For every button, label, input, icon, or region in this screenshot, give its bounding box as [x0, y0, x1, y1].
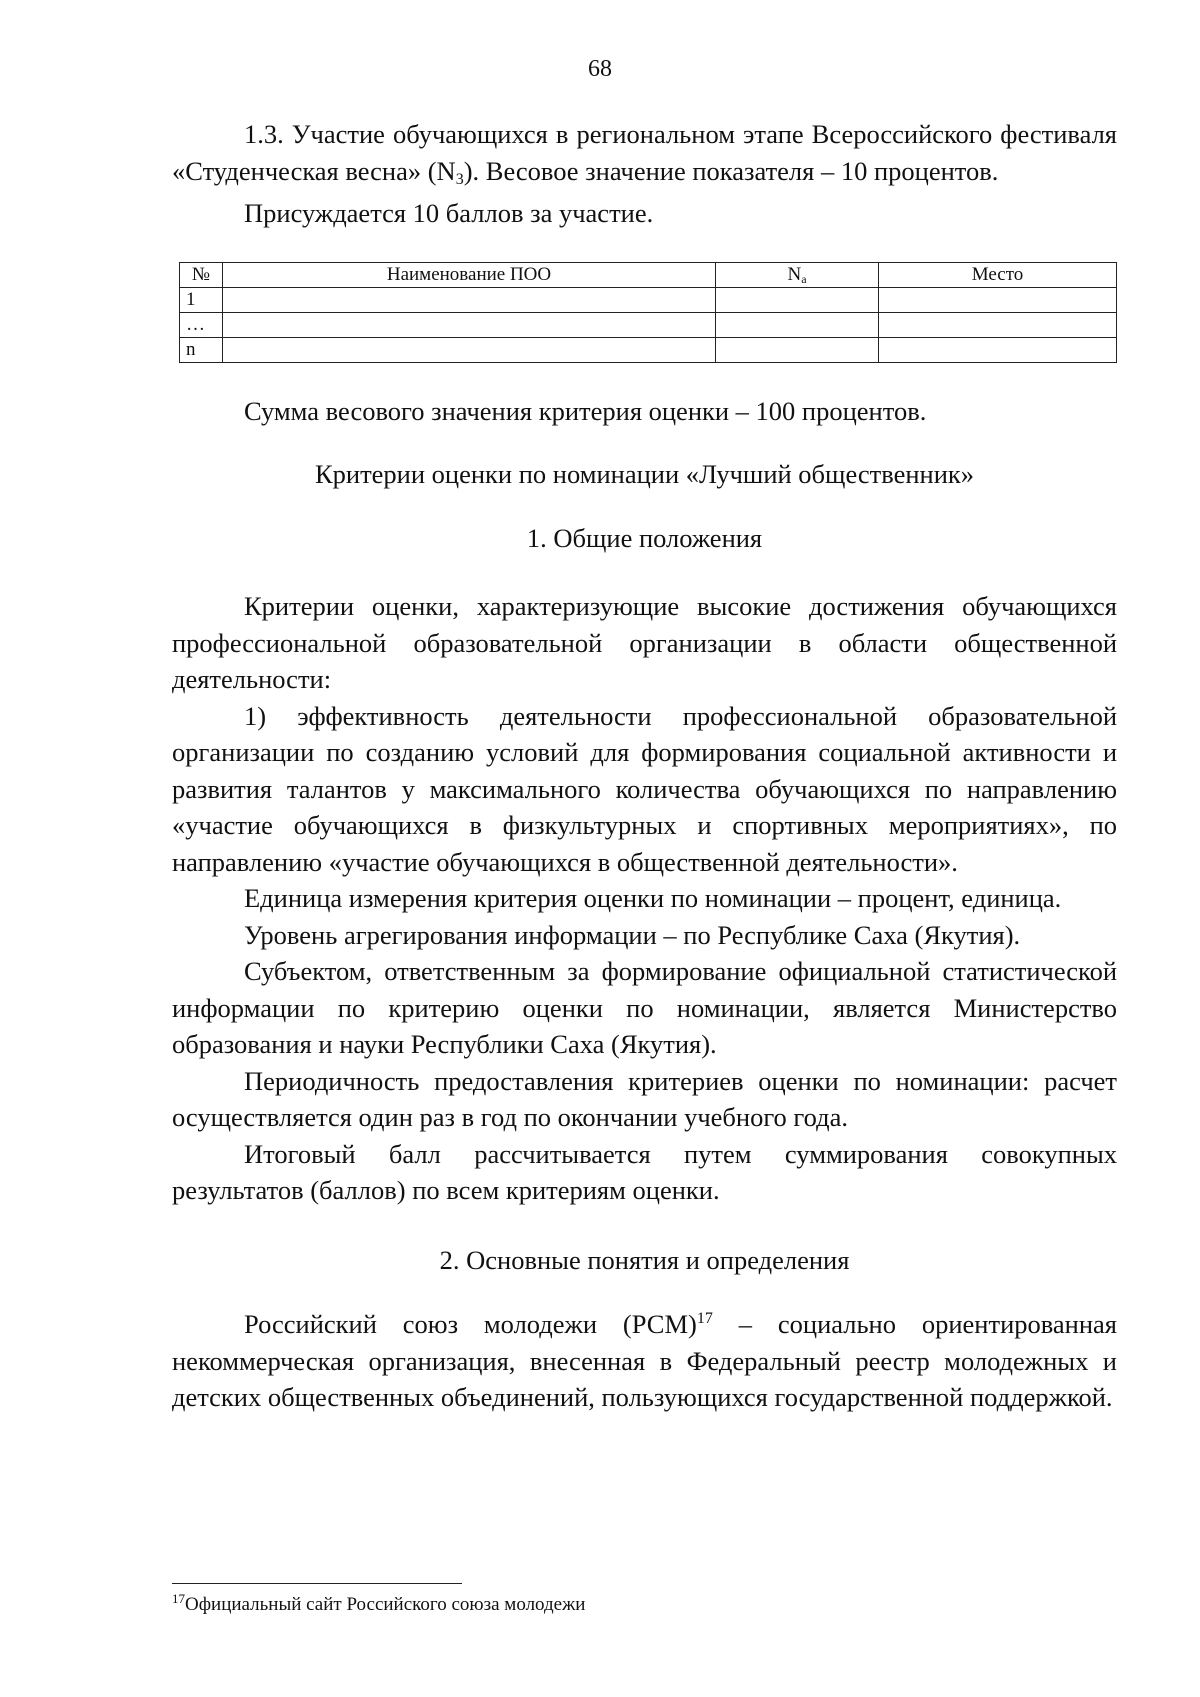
results-table — [179, 262, 1117, 363]
row-na-cell — [716, 312, 879, 337]
footnote-ref[interactable]: 17 — [696, 1310, 713, 1327]
document-body — [172, 116, 1117, 1416]
sum-paragraph: Сумма весового значения критерия оценки – 100 процентов. — [244, 395, 927, 426]
header-place: Место — [879, 262, 1117, 287]
header-name: Наименование ПОО — [223, 262, 716, 287]
section-1-paragraph: 1) эффективность деятельности профессиональной образовательной организации по созданию условий для формирования социальной активности и развития талантов у максимального количества обучающихся по направлению «участие обучающихся в физкультурных и спортивных мероприятиях», по направлению «участие обучающихся в общественной деятельности». — [172, 700, 1117, 877]
table-row — [180, 287, 1117, 312]
section-1-paragraph: Критерии оценки, характеризующие высокие достижения обучающихся профессиональной образовательной организации в области общественной деятельности: — [172, 591, 1117, 694]
row-num: … — [180, 312, 223, 337]
table-row — [180, 337, 1117, 362]
section-2-title: 2. Основные понятия и определения — [439, 1244, 850, 1275]
row-name-cell — [223, 337, 716, 362]
award-paragraph: Присуждается 10 баллов за участие. — [244, 198, 654, 228]
row-name-cell — [223, 287, 716, 312]
section-1-paragraph: Уровень агрегирования информации – по Республике Саха (Якутия). — [244, 919, 1021, 950]
table-header-row — [180, 262, 1117, 287]
section-1-title: 1. Общие положения — [526, 522, 763, 553]
row-num: 1 — [180, 287, 223, 312]
header-num: № — [180, 262, 223, 287]
section-1-paragraph: Итоговый балл рассчитывается путем суммирования совокупных результатов (баллов) по всем критериям оценки. — [172, 1138, 1117, 1205]
section-1-paragraph: Субъектом, ответственным за формирование официальной статистической информации по критерию оценки по номинации, является Министерство образования и науки Республики Саха (Якутия). — [172, 956, 1117, 1059]
row-place-cell — [879, 312, 1117, 337]
header-na: $N_a$ — [716, 262, 879, 287]
row-name-cell — [223, 312, 716, 337]
footnote: $^{17}$Официальный сайт Российского союза молодежи — [172, 1591, 586, 1615]
row-na-cell — [716, 287, 879, 312]
row-na-cell — [716, 337, 879, 362]
section-1-paragraph: Периодичность предоставления критериев оценки по номинации: расчет осуществляется один раз в год по окончании учебного года. — [172, 1065, 1117, 1132]
section-2-paragraph: Российский союз молодежи (РСМ)$^{17}$ – социально ориентированная некоммерческая организация, внесенная в Федеральный реестр молодежных и детских общественных объединений, пользующихся государственной поддержкой. — [172, 1309, 1117, 1412]
criteria-title: Критерии оценки по номинации «Лучший общественник» — [314, 459, 975, 489]
section-1-3-paragraph: 1.3. Участие обучающихся в региональном этапе Всероссийского фестиваля «Студенческая весна» $(N_3)$. Весовое значение показателя – 10 процентов. — [172, 119, 1117, 188]
row-num: n — [180, 337, 223, 362]
row-place-cell — [879, 287, 1117, 312]
row-place-cell — [879, 337, 1117, 362]
footnote-divider — [172, 1583, 462, 1584]
table-row — [180, 312, 1117, 337]
page-number: 68 — [588, 56, 612, 82]
section-1-paragraph: Единица измерения критерия оценки по номинации – процент, единица. — [244, 883, 1062, 913]
